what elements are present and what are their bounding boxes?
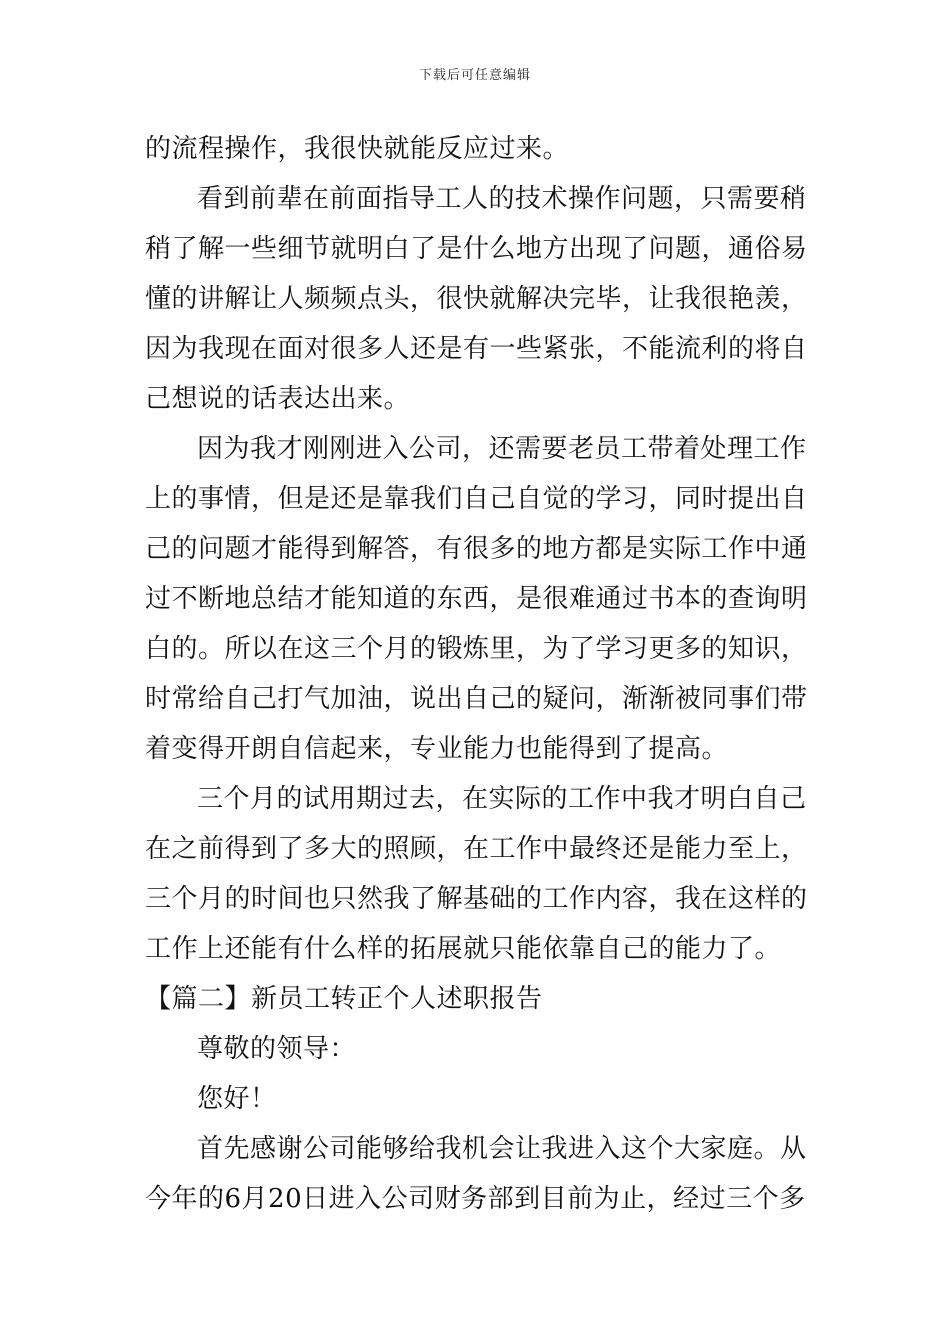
text-line: 懂的讲解让人频频点头，很快就解决完毕，让我很艳羡，: [145, 284, 808, 314]
text-line: 着变得开朗自信起来，专业能力也能得到了提高。: [145, 734, 729, 764]
text-line: 时常给自己打气加油，说出自己的疑问，渐渐被同事们带: [145, 684, 808, 714]
section-heading: 【篇二】新员工转正个人述职报告: [145, 984, 543, 1014]
document-body: [145, 124, 810, 1224]
text-line: 过不断地总结才能知道的东西，是很难通过书本的查询明: [145, 584, 808, 614]
text-line: 工作上还能有什么样的拓展就只能依靠自己的能力了。: [145, 934, 782, 964]
paragraph-start-line: 三个月的试用期过去，在实际的工作中我才明白自己: [197, 784, 807, 814]
text-line: 白的。所以在这三个月的锻炼里，为了学习更多的知识，: [145, 634, 808, 664]
paragraph-start-line: 看到前辈在前面指导工人的技术操作问题，只需要稍: [197, 184, 807, 214]
text-line: 己想说的话表达出来。: [145, 384, 411, 414]
salutation: 尊敬的领导：: [197, 1034, 357, 1064]
paragraph-start-line: 首先感谢公司能够给我机会让我进入这个大家庭。从: [197, 1134, 807, 1164]
text-line: 己的问题才能得到解答，有很多的地方都是实际工作中通: [145, 534, 808, 564]
greeting: 您好！: [197, 1084, 277, 1114]
text-line: 今年的6月20日进入公司财务部到目前为止，经过三个多: [145, 1184, 806, 1214]
paragraph-start-line: 因为我才刚刚进入公司，还需要老员工带着处理工作: [197, 434, 807, 464]
text-line: 稍了解一些细节就明白了是什么地方出现了问题，通俗易: [145, 234, 808, 264]
text-line: 因为我现在面对很多人还是有一些紧张，不能流利的将自: [145, 334, 808, 364]
text-line: 上的事情，但是还是靠我们自己自觉的学习，同时提出自: [145, 484, 808, 514]
text-line: 的流程操作，我很快就能反应过来。: [145, 134, 570, 164]
text-line: 三个月的时间也只然我了解基础的工作内容，我在这样的: [145, 884, 808, 914]
text-line: 在之前得到了多大的照顾，在工作中最终还是能力至上，: [145, 834, 808, 864]
page-header-note: 下载后可任意编辑: [418, 68, 531, 83]
